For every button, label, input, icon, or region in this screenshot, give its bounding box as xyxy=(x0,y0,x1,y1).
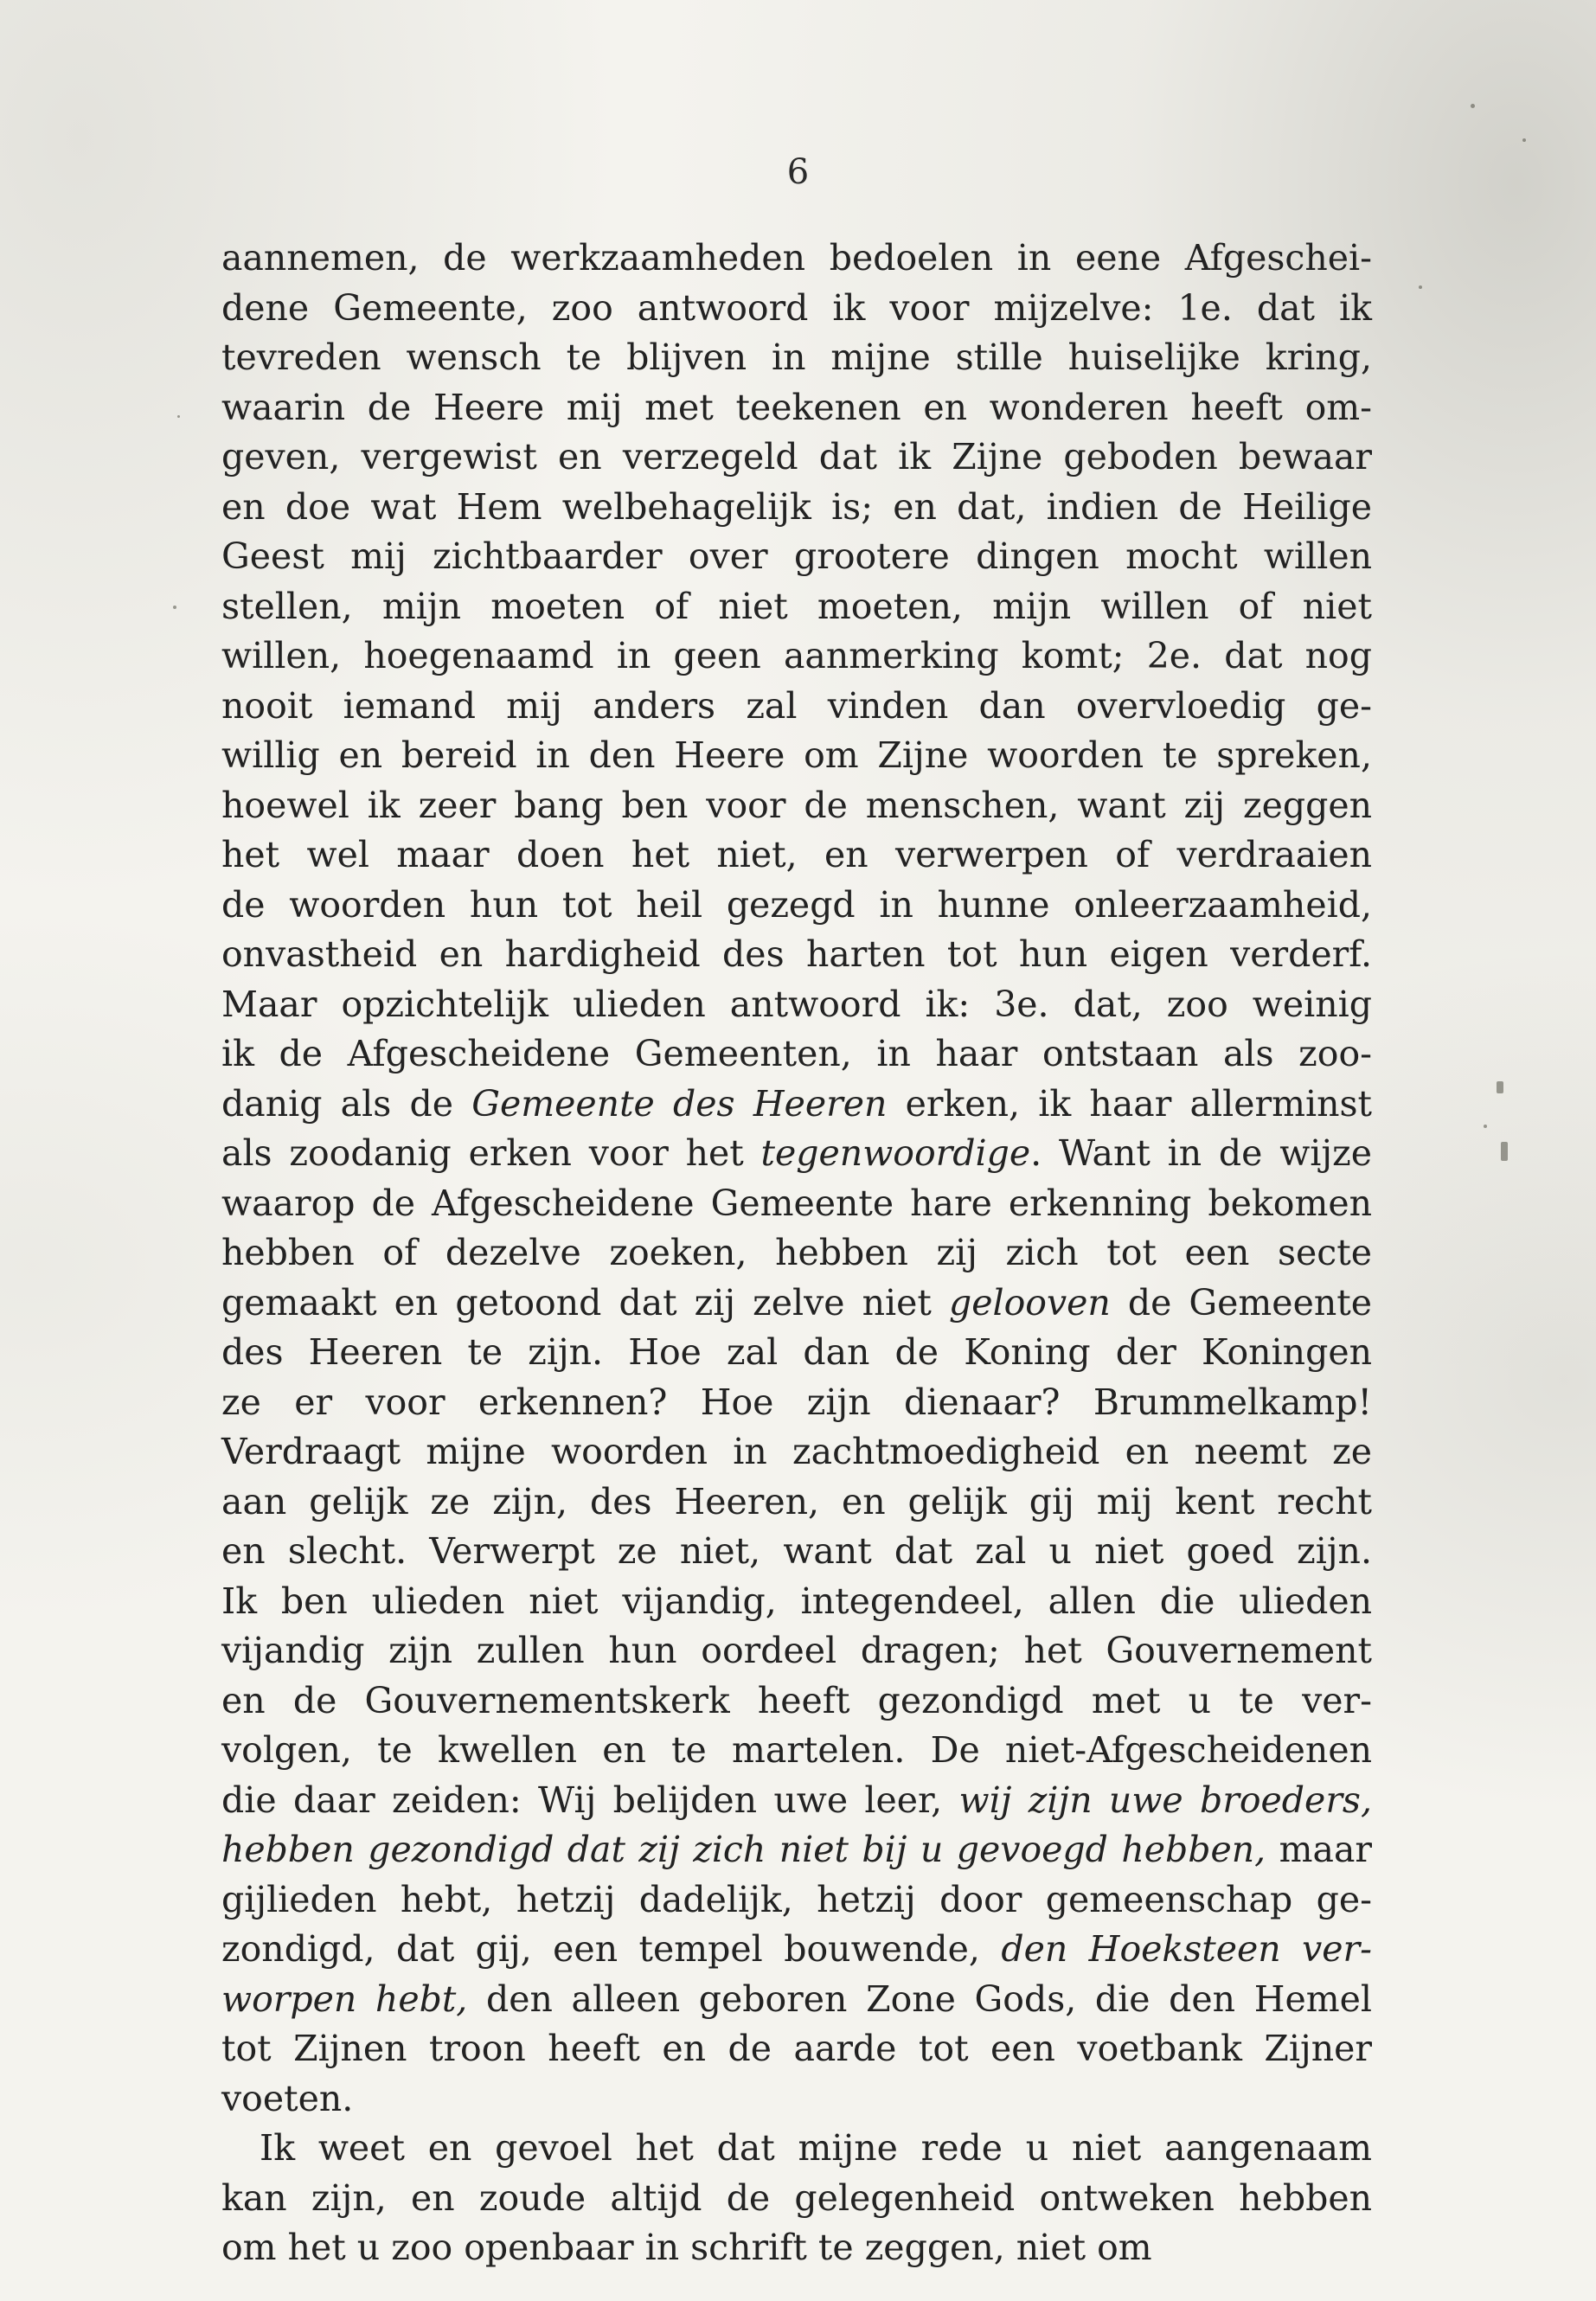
text-run: hebben of dezelve zoeken, hebben zij zich tot een secte xyxy=(221,1232,1372,1273)
text-line xyxy=(221,1328,1372,1378)
text-run: geven, vergewist en verzegeld dat ik Zijne geboden bewaar xyxy=(221,436,1372,478)
text-run: ik de Afgescheidene Gemeenten, in haar ontstaan als zoo- xyxy=(221,1033,1372,1074)
text-run: vijandig zijn zullen hun oordeel dragen; het Gouvernement xyxy=(221,1630,1372,1671)
text-line xyxy=(221,284,1372,334)
text-run: die daar zeiden: Wij belijden uwe leer, xyxy=(221,1779,959,1821)
text-run: ze er voor erkennen? Hoe zijn dienaar? Brummelkamp! xyxy=(221,1381,1372,1423)
text-run: gemaakt en getoond dat zij zelve niet xyxy=(221,1281,949,1324)
text-line xyxy=(221,1378,1372,1428)
text-run: aan gelijk ze zijn, des Heeren, en gelijk gij mij kent recht xyxy=(221,1480,1372,1522)
text-line xyxy=(221,483,1372,533)
text-line xyxy=(221,1825,1372,1875)
text-run: kan zijn, en zoude altijd de gelegenheid ontweken hebben xyxy=(221,2176,1372,2219)
italic-text: hebben gezondigd dat zij zich niet bij u gevoegd hebben, xyxy=(221,1829,1266,1870)
text-line xyxy=(221,682,1372,732)
text-run: als zoodanig erken voor het xyxy=(221,1132,761,1174)
text-run: voeten. xyxy=(221,2077,354,2119)
text-run: om het u zoo openbaar in schrift te zeggen, niet om xyxy=(221,2227,1152,2268)
text-run: . Want in de wijze xyxy=(1030,1132,1372,1174)
text-run: erken, ik haar allerminst xyxy=(887,1082,1372,1125)
text-run: volgen, te kwellen en te martelen. De niet-Afgescheidenen xyxy=(221,1729,1372,1771)
italic-text: gelooven xyxy=(948,1281,1111,1324)
text-run: onvastheid en hardigheid des harten tot hun eigen verderf. xyxy=(221,933,1372,975)
text-run: Verdraagt mijne woorden in zachtmoedigheid en neemt ze xyxy=(221,1431,1372,1472)
text-line xyxy=(221,731,1372,781)
body-text xyxy=(221,234,1372,2273)
text-line xyxy=(221,2223,1372,2273)
text-line xyxy=(221,234,1372,284)
text-line xyxy=(221,2024,1372,2074)
text-run: stellen, mijn moeten of niet moeten, mijn willen of niet xyxy=(221,585,1372,627)
text-line xyxy=(221,881,1372,931)
text-line xyxy=(221,2074,1372,2125)
text-run: tot Zijnen troon heeft en de aarde tot een voetbank Zijner xyxy=(221,2028,1372,2069)
text-run: waarin de Heere mij met teekenen en wonderen heeft om- xyxy=(221,386,1372,428)
text-run: Ik ben ulieden niet vijandig, integendeel, allen die ulieden xyxy=(221,1580,1372,1622)
text-line xyxy=(221,2124,1372,2174)
text-line xyxy=(221,1726,1372,1776)
text-run: de woorden hun tot heil gezegd in hunne onleerzaamheid, xyxy=(221,883,1372,926)
text-run: het wel maar doen het niet, en verwerpen of verdraaien xyxy=(221,834,1372,875)
text-line xyxy=(221,1477,1372,1528)
text-line xyxy=(221,1776,1372,1826)
text-line xyxy=(221,1875,1372,1926)
text-line xyxy=(221,333,1372,383)
italic-text: Gemeente des Heeren xyxy=(471,1082,888,1125)
text-line xyxy=(221,781,1372,831)
text-line xyxy=(221,1029,1372,1080)
text-line xyxy=(221,433,1372,483)
text-line xyxy=(221,1129,1372,1179)
text-run: hoewel ik zeer bang ben voor de menschen, want zij zeggen xyxy=(221,784,1372,826)
italic-text: wij zijn uwe broeders, xyxy=(958,1779,1372,1821)
text-line xyxy=(221,1080,1372,1130)
text-line xyxy=(221,930,1372,980)
text-line xyxy=(221,1427,1372,1477)
italic-text: worpen hebt, xyxy=(221,1977,468,2020)
text-run: Geest mij zichtbaarder over grootere dingen mocht willen xyxy=(221,535,1372,577)
text-run: maar xyxy=(1266,1829,1372,1870)
italic-text: tegenwoordige xyxy=(760,1132,1031,1174)
text-run: den alleen geboren Zone Gods, die den Hemel xyxy=(467,1977,1372,2020)
text-run: willig en bereid in den Heere om Zijne woorden te spreken, xyxy=(221,734,1372,776)
text-run: danig als de xyxy=(221,1082,472,1125)
text-run: en doe wat Hem welbehagelijk is; en dat, indien de Heilige xyxy=(221,485,1372,528)
text-run: en de Gouvernementskerk heeft gezondigd met u te ver- xyxy=(221,1679,1372,1721)
text-run: willen, hoegenaamd in geen aanmerking komt; 2e. dat nog xyxy=(221,635,1372,676)
text-line xyxy=(221,980,1372,1030)
text-line xyxy=(221,1925,1372,1975)
text-run: waarop de Afgescheidene Gemeente hare erkenning bekomen xyxy=(221,1182,1372,1224)
text-line xyxy=(221,1676,1372,1727)
text-line xyxy=(221,1975,1372,2025)
text-line xyxy=(221,383,1372,433)
text-run: aannemen, de werkzaamheden bedoelen in eene Afgeschei- xyxy=(221,237,1372,279)
text-line xyxy=(221,1228,1372,1279)
italic-text: den Hoeksteen ver- xyxy=(1001,1928,1373,1970)
text-line xyxy=(221,1577,1372,1627)
text-run: tevreden wensch te blijven in mijne stille huiselijke kring, xyxy=(221,336,1372,378)
text-line xyxy=(221,582,1372,632)
text-line xyxy=(221,2174,1372,2224)
text-line xyxy=(221,631,1372,682)
text-run: Ik weet en gevoel het dat mijne rede u niet aangenaam xyxy=(260,2127,1372,2169)
text-run: des Heeren te zijn. Hoe zal dan de Koning der Koningen xyxy=(221,1331,1372,1373)
text-line xyxy=(221,1179,1372,1229)
text-run: dene Gemeente, zoo antwoord ik voor mijzelve: 1e. dat ik xyxy=(221,286,1372,329)
text-line xyxy=(221,1626,1372,1676)
text-run: gijlieden hebt, hetzij dadelijk, hetzij door gemeenschap ge- xyxy=(221,1878,1372,1920)
text-run: en slecht. Verwerpt ze niet, want dat zal u niet goed zijn. xyxy=(221,1530,1372,1572)
text-run: Maar opzichtelijk ulieden antwoord ik: 3e. dat, zoo weinig xyxy=(221,983,1372,1025)
text-run: nooit iemand mij anders zal vinden dan overvloedig ge- xyxy=(221,684,1372,727)
text-line xyxy=(221,532,1372,582)
text-run: de Gemeente xyxy=(1110,1281,1372,1324)
text-line xyxy=(221,830,1372,881)
text-line xyxy=(221,1527,1372,1577)
page-number: 6 xyxy=(786,152,810,192)
text-run: zondigd, dat gij, een tempel bouwende, xyxy=(221,1928,1002,1970)
text-line xyxy=(221,1279,1372,1329)
